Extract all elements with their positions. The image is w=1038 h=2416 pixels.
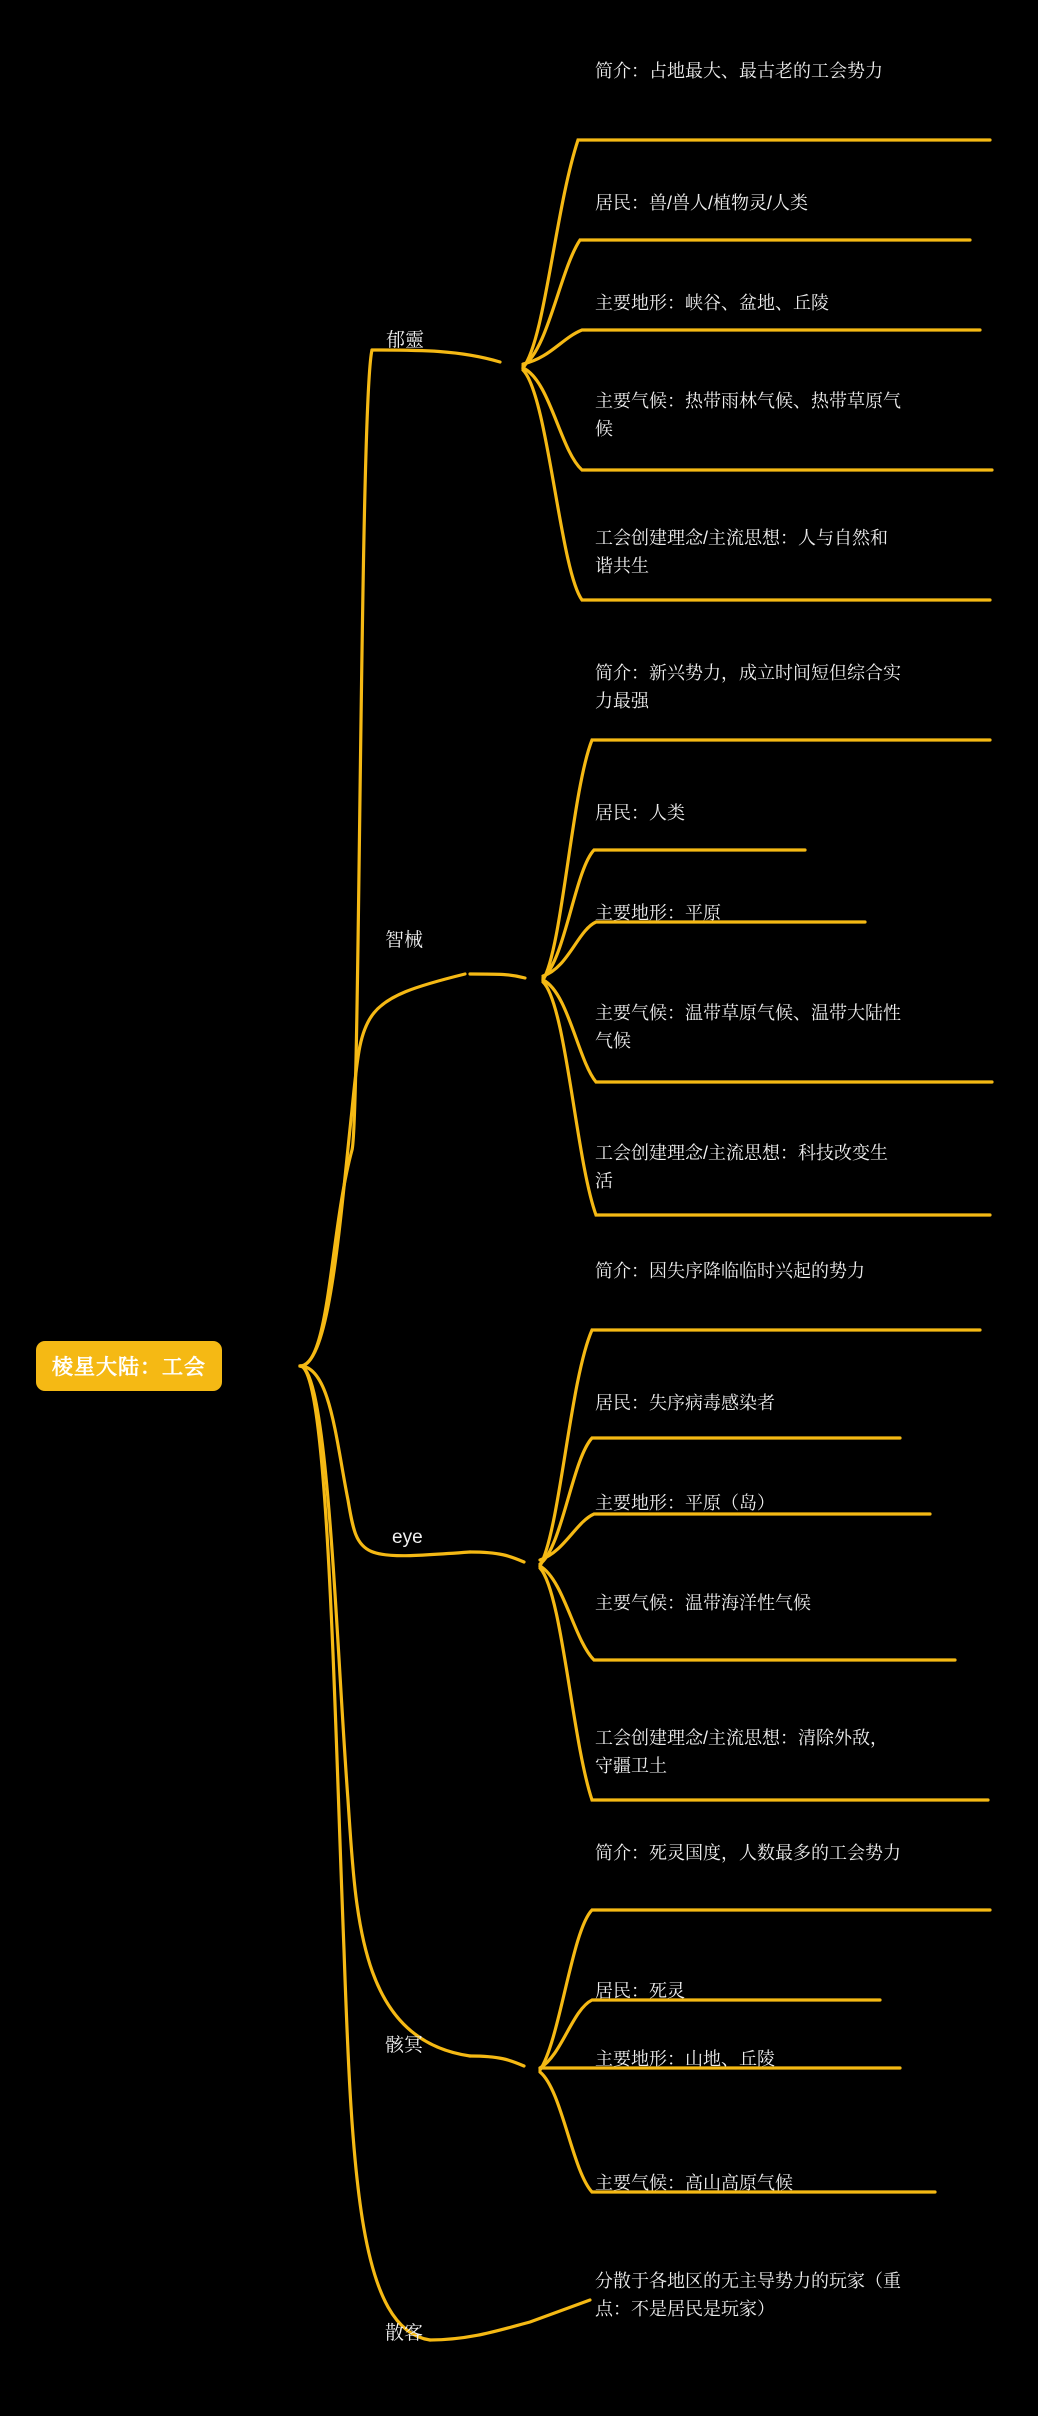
mindmap-leaf-node[interactable]: 主要地形：平原（岛）: [595, 1493, 775, 1513]
mindmap-branch-node-2[interactable]: 智械: [385, 930, 424, 951]
mindmap-leaf-node[interactable]: 居民：死灵: [595, 1981, 685, 2001]
mindmap-leaf-node[interactable]: 简介：占地最大、最古老的工会势力: [595, 61, 883, 81]
mindmap-leaf-node[interactable]: 居民：兽/兽人/植物灵/人类: [595, 193, 809, 213]
mindmap-leaf-node[interactable]: 居民：失序病毒感染者: [595, 1393, 775, 1413]
mindmap-leaf-node[interactable]: 主要气候：温带海洋性气候: [595, 1593, 811, 1613]
mindmap-leaf-node[interactable]: 工会创建理念/主流思想：科技改变生活: [595, 1143, 888, 1191]
mindmap-leaf-node[interactable]: 分散于各地区的无主导势力的玩家（重点：不是居民是玩家）: [595, 2271, 901, 2319]
mindmap-leaf-node[interactable]: 主要地形：峡谷、盆地、丘陵: [595, 293, 829, 313]
mindmap-leaf-node[interactable]: 工会创建理念/主流思想：清除外敌，守疆卫土: [595, 1728, 888, 1776]
mindmap-leaf-node[interactable]: 简介：死灵国度，人数最多的工会势力: [595, 1843, 901, 1863]
mindmap-leaf-node[interactable]: 主要地形：山地、丘陵: [595, 2049, 775, 2069]
mindmap-branch-node-4[interactable]: 骸冥: [385, 2035, 424, 2056]
mindmap-branch-node-1[interactable]: 郁靈: [386, 330, 425, 351]
mindmap-leaf-node[interactable]: 简介：新兴势力，成立时间短但综合实力最强: [595, 663, 901, 711]
mindmap-branch-node-5[interactable]: 散客: [385, 2323, 424, 2344]
mindmap-leaf-node[interactable]: 居民：人类: [595, 803, 685, 823]
mindmap-root-node[interactable]: 棱星大陆：工会: [36, 1341, 222, 1391]
mindmap-branch-node-3[interactable]: eye: [392, 1527, 423, 1548]
mindmap-leaf-node[interactable]: 主要地形：平原: [595, 903, 721, 923]
mindmap-leaf-node[interactable]: 主要气候：热带雨林气候、热带草原气候: [595, 391, 901, 439]
mindmap-leaf-node[interactable]: 主要气候：高山高原气候: [595, 2173, 793, 2193]
mindmap-leaf-node[interactable]: 工会创建理念/主流思想：人与自然和谐共生: [595, 528, 888, 576]
mindmap-leaf-node[interactable]: 简介：因失序降临临时兴起的势力: [595, 1261, 865, 1281]
mindmap-leaf-node[interactable]: 主要气候：温带草原气候、温带大陆性气候: [595, 1003, 901, 1051]
